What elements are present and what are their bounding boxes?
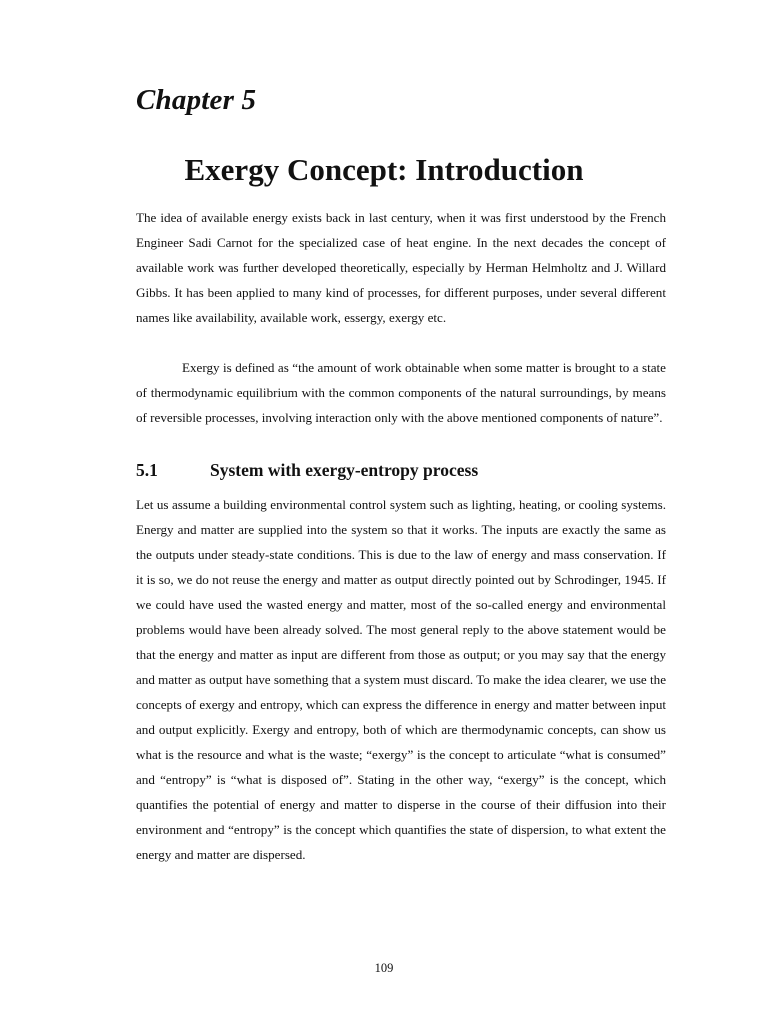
intro-paragraph-2: Exergy is defined as “the amount of work obtainable when some matter is brought to a state of thermodynamic equilibrium with the common components of the natural surroundings, by means of reversible processes, involving interaction only with the above mentioned components of nature”. <box>136 360 666 425</box>
page-number: 109 <box>374 961 394 975</box>
section-heading <box>136 460 478 481</box>
section-title: System with exergy-entropy process <box>210 460 479 480</box>
section-number: 5.1 <box>136 460 158 480</box>
chapter-title: Exergy Concept: Introduction <box>184 152 584 187</box>
intro-paragraph-1: The idea of available energy exists back in last century, when it was first understood by the French Engineer Sadi Carnot for the specialized case of heat engine. In the next decades the concept of available work was further developed theoretically, especially by Herman Helmholtz and J. Willard Gibbs. It has been applied to many kind of processes, for different purposes, under several different names like availability, available work, essergy, exergy etc. <box>136 210 666 325</box>
section-paragraph: Let us assume a building environmental control system such as lighting, heating, or cooling systems. Energy and matter are supplied into the system so that it works. The inputs are exactly the same as the outputs under steady-state conditions. This is due to the law of energy and mass conservation. If it is so, we do not reuse the energy and matter as output directly pointed out by Schrodinger, 1945. If we could have used the wasted energy and matter, most of the so-called energy and environmental problems would have been already solved. The most general reply to the above statement would be that the energy and matter as input are different from those as output; or you may say that the energy and matter as output have something that a system must discard. To make the idea clearer, we use the concepts of exergy and entropy, which can express the difference in energy and matter between input and output explicitly. Exergy and entropy, both of which are thermodynamic concepts, can show us what is the resource and what is the waste; “exergy” is the concept to articulate “what is consumed” and “entropy” is “what is disposed of”. Stating in the other way, “exergy” is the concept, which quantifies the potential of energy and matter to disperse in the course of their diffusion into their environment and “entropy” is the concept which quantifies the state of dispersion, to what extent the energy and matter are dispersed. <box>136 497 666 862</box>
chapter-label: Chapter 5 <box>136 84 257 116</box>
